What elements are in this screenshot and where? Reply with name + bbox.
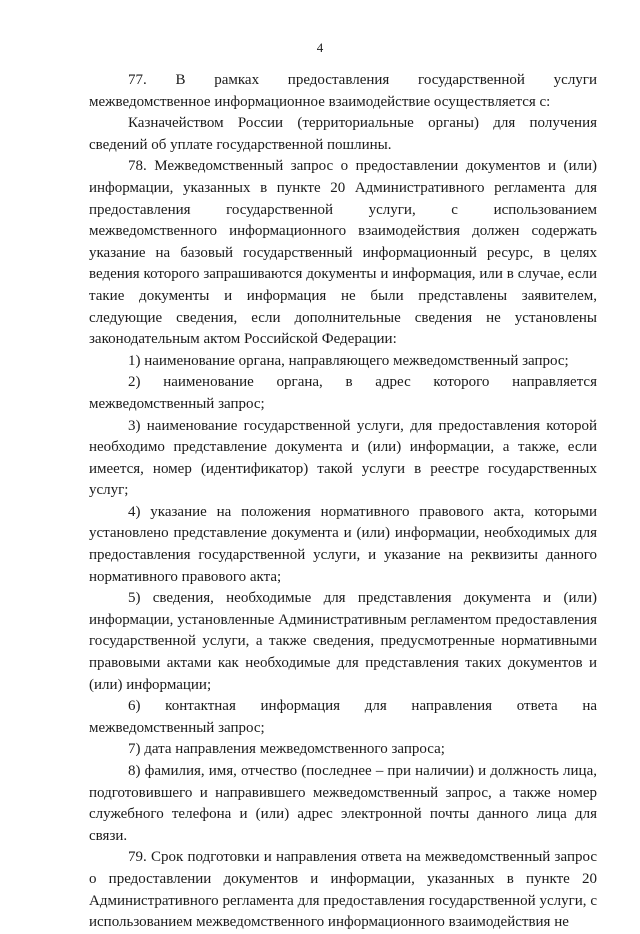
list-item-2: 2) наименование органа, в адрес которого направляется межведомственный запрос; — [89, 374, 597, 412]
paragraph-treasury: Казначейством России (территориальные органы) для получения сведений об уплате государственной пошлины. — [89, 115, 597, 153]
paragraph-79: 79. Срок подготовки и направления ответа на межведомственный запрос о предоставлении документов и информации, указанных в пункте 20 Административного регламента для предоставления государственной услуги, с использованием межведомственного информационного взаимодействия не — [89, 849, 597, 931]
list-item-1: 1) наименование органа, направляющего межведомственный запрос; — [128, 352, 569, 369]
page-number: 4 — [316, 40, 324, 55]
list-item-7: 7) дата направления межведомственного запроса; — [128, 741, 445, 758]
paragraph-78: 78. Межведомственный запрос о предоставлении документов и (или) информации, указанных в пункте 20 Административного регламента для предоставления государственной услуги, с использованием межведомственного информационного взаимодействия должен содержать указание на базовый государственный информационный ресурс, в целях ведения которого запрашиваются документы и информация, или в случае, если такие документы и информация не были представлены заявителем, следующие сведения, если дополнительные сведения не установлены законодательным актом Российской Федерации: — [89, 158, 597, 348]
list-item-5: 5) сведения, необходимые для представления документа и (или) информации, установленные Административным регламентом предоставления государственной услуги, а также сведения, предусмотренные нормативными правовыми актами как необходимые для представления таких документов и (или) информации; — [89, 590, 597, 693]
list-item-3: 3) наименование государственной услуги, для предоставления которой необходимо представление документа и (или) информации, а также, если имеется, номер (идентификатор) такой услуги в реестре государственных услуг; — [89, 417, 597, 499]
list-item-8: 8) фамилия, имя, отчество (последнее – при наличии) и должность лица, подготовившего и направившего межведомственный запрос, а также номер служебного телефона и (или) адрес электронной почты данного лица для связи. — [89, 763, 597, 844]
document-body — [89, 70, 597, 934]
list-item-4: 4) указание на положения нормативного правового акта, которыми установлено представление документа и (или) информации, необходимых для предоставления государственной услуги, и указание на реквизиты данного нормативного правового акта; — [89, 503, 597, 585]
list-item-6: 6) контактная информация для направления ответа на межведомственный запрос; — [89, 698, 597, 736]
paragraph-77: 77. В рамках предоставления государственной услуги межведомственное информационное взаимодействие осуществляется с: — [89, 72, 597, 110]
